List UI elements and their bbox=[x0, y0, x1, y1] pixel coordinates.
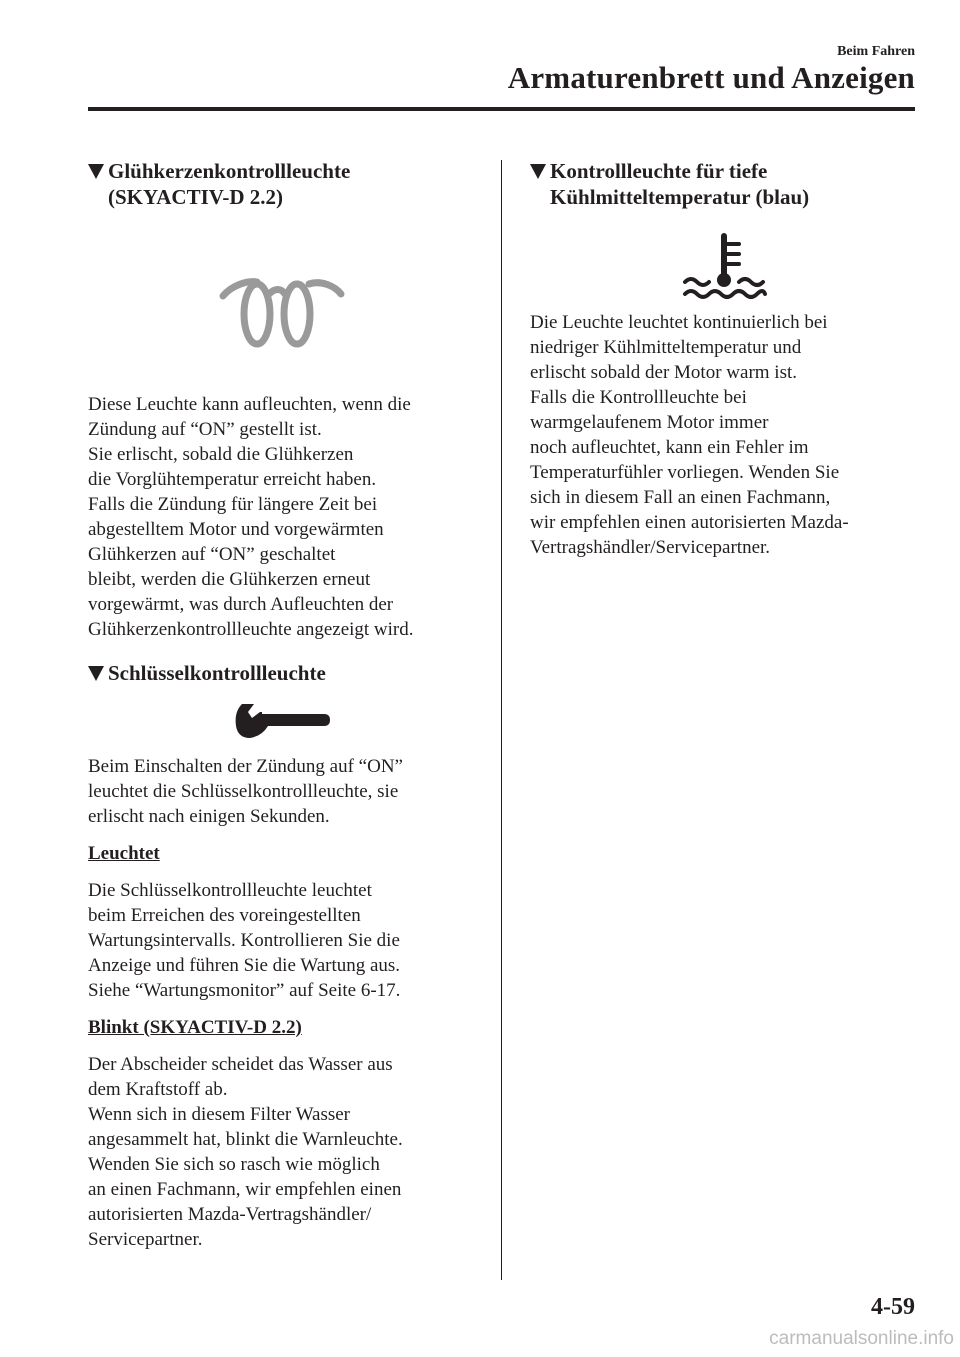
blink-line: Der Abscheider scheidet das Wasser aus bbox=[88, 1054, 393, 1075]
glow-plug-icon-wrap bbox=[88, 274, 476, 354]
blink-line: Wenden Sie sich so rasch wie möglich bbox=[88, 1154, 380, 1175]
wrench-icon-wrap bbox=[88, 698, 476, 742]
coolant-line: erlischt sobald der Motor warm ist. bbox=[530, 362, 798, 383]
blink-line: an einen Fachmann, wir empfehlen einen bbox=[88, 1179, 402, 1200]
header-rule bbox=[88, 107, 915, 111]
lit-text bbox=[88, 878, 476, 1003]
column-divider bbox=[501, 160, 502, 1280]
glow-plug-heading bbox=[88, 158, 476, 210]
page-number: 4-59 bbox=[871, 1294, 915, 1320]
glow-plug-line: Falls die Zündung für längere Zeit bei bbox=[88, 494, 378, 515]
left-column bbox=[88, 158, 476, 1252]
glow-plug-heading-line1: Glühkerzenkontrollleuchte bbox=[108, 159, 351, 183]
lit-subheading: Leuchtet bbox=[88, 843, 160, 864]
blink-line: dem Kraftstoff ab. bbox=[88, 1079, 228, 1100]
key-warning-text bbox=[88, 754, 476, 829]
right-column bbox=[530, 158, 918, 560]
coolant-heading-line1: Kontrollleuchte für tiefe bbox=[550, 159, 768, 183]
coolant-line: Falls die Kontrollleuchte bei bbox=[530, 387, 747, 408]
glow-plug-text bbox=[88, 392, 476, 642]
glow-plug-line: Sie erlischt, sobald die Glühkerzen bbox=[88, 444, 354, 465]
coolant-line: warmgelaufenem Motor immer bbox=[530, 412, 769, 433]
glow-plug-line: die Vorglühtemperatur erreicht haben. bbox=[88, 469, 377, 490]
triangle-marker-icon bbox=[88, 666, 104, 681]
lit-line: Anzeige und führen Sie die Wartung aus. bbox=[88, 955, 401, 976]
coolant-line: Temperaturfühler vorliegen. Wenden Sie bbox=[530, 462, 840, 483]
watermark[interactable]: carmanualsonline.info bbox=[769, 1328, 954, 1349]
lit-line: beim Erreichen des voreingestellten bbox=[88, 905, 361, 926]
glow-plug-line: Glühkerzenkontrollleuchte angezeigt wird. bbox=[88, 619, 414, 640]
coolant-line: niedriger Kühlmitteltemperatur und bbox=[530, 337, 802, 358]
coolant-line: noch aufleuchtet, kann ein Fehler im bbox=[530, 437, 809, 458]
key-warning-line: leuchtet die Schlüsselkontrollleuchte, sie bbox=[88, 781, 399, 802]
lit-line: Die Schlüsselkontrollleuchte leuchtet bbox=[88, 880, 372, 901]
coolant-line: Vertragshändler/Servicepartner. bbox=[530, 537, 771, 558]
blink-text bbox=[88, 1052, 476, 1252]
glow-plug-line: bleibt, werden die Glühkerzen erneut bbox=[88, 569, 371, 590]
glow-plug-line: Glühkerzen auf “ON” geschaltet bbox=[88, 544, 336, 565]
coolant-text bbox=[530, 310, 918, 560]
coolant-line: Die Leuchte leuchtet kontinuierlich bei bbox=[530, 312, 828, 333]
header-section: Beim Fahren bbox=[837, 44, 915, 59]
coolant-heading bbox=[530, 158, 918, 210]
wrench-icon bbox=[232, 698, 332, 742]
blink-line: autorisierten Mazda-Vertragshändler/ bbox=[88, 1204, 372, 1225]
glow-plug-line: Zündung auf “ON” gestellt ist. bbox=[88, 419, 322, 440]
glow-plug-line: vorgewärmt, was durch Aufleuchten der bbox=[88, 594, 394, 615]
glow-plug-heading-line2: (SKYACTIV-D 2.2) bbox=[108, 185, 284, 209]
coolant-heading-line2: Kühlmitteltemperatur (blau) bbox=[550, 185, 810, 209]
coolant-line: sich in diesem Fall an einen Fachmann, bbox=[530, 487, 831, 508]
key-warning-line: Beim Einschalten der Zündung auf “ON” bbox=[88, 756, 403, 777]
triangle-marker-icon bbox=[88, 164, 104, 179]
blink-line: Wenn sich in diesem Filter Wasser bbox=[88, 1104, 351, 1125]
page-title: Armaturenbrett und Anzeigen bbox=[507, 60, 915, 95]
blink-line: Servicepartner. bbox=[88, 1229, 203, 1250]
key-warning-line: erlischt nach einigen Sekunden. bbox=[88, 806, 330, 827]
glow-plug-icon bbox=[217, 274, 347, 354]
glow-plug-line: abgestelltem Motor und vorgewärmten bbox=[88, 519, 384, 540]
lit-line: Siehe “Wartungsmonitor” auf Seite 6-17. bbox=[88, 980, 401, 1001]
glow-plug-line: Diese Leuchte kann aufleuchten, wenn die bbox=[88, 394, 411, 415]
blink-line: angesammelt hat, blinkt die Warnleuchte. bbox=[88, 1129, 403, 1150]
triangle-marker-icon bbox=[530, 164, 546, 179]
key-warning-heading: Schlüsselkontrollleuchte bbox=[88, 660, 476, 686]
coolant-icon-wrap bbox=[530, 232, 918, 304]
blink-subheading: Blinkt (SKYACTIV-D 2.2) bbox=[88, 1017, 302, 1038]
coolant-temperature-icon bbox=[681, 232, 767, 304]
lit-line: Wartungsintervalls. Kontrollieren Sie die bbox=[88, 930, 400, 951]
coolant-line: wir empfehlen einen autorisierten Mazda- bbox=[530, 512, 849, 533]
